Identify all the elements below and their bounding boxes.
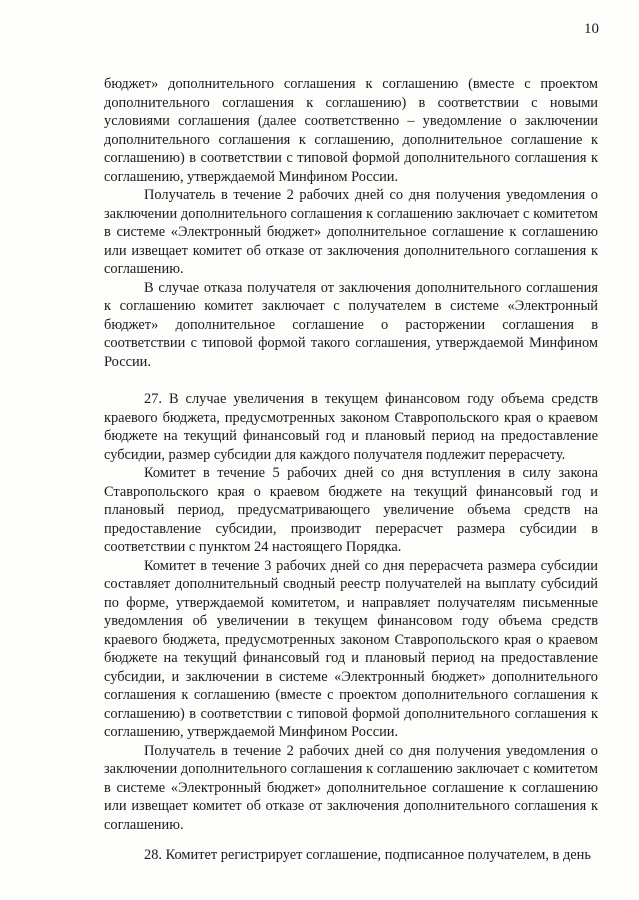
page-number: 10 [584,21,599,37]
paragraph: Комитет в течение 5 рабочих дней со дня вступления в силу закона Ставропольского края о краевом бюджете на текущий финансовый год и плановый период, предусматривающего увеличение объема средств на предоставление субсидии, производит перерасчет размера субсидии в соответствии с пунктом 24 настоящего Порядка. [104,465,598,555]
document-body [104,75,598,865]
paragraph-continuation: бюджет» дополнительного соглашения к соглашению (вместе с проектом дополнительного соглашения к соглашению) в соответствии с новыми условиями соглашения (далее соответственно – уведомление о заключении дополнительного соглашения к соглашению, дополнительное соглашение к соглашению) в соответствии с типовой формой дополнительного соглашения к соглашению, утверждаемой Минфином России. [104,76,598,185]
paragraph-spacer [104,834,598,846]
paragraph: Получатель в течение 2 рабочих дней со дня получения уведомления о заключении дополнительного соглашения к соглашению заключает с комитетом в системе «Электронный бюджет» дополнительное соглашение к соглашению или извещает комитет об отказе от заключения дополнительного соглашения к соглашению. [104,187,598,277]
paragraph: Получатель в течение 2 рабочих дней со дня получения уведомления о заключении дополнительного соглашения к соглашению заключает с комитетом в системе «Электронный бюджет» дополнительное соглашение к соглашению или извещает комитет об отказе от заключения дополнительного соглашения к соглашению. [104,742,598,833]
paragraph-clause-27: 27. В случае увеличения в текущем финансовом году объема средств краевого бюджета, предусмотренных законом Ставропольского края о краевом бюджете на текущий финансовый год и плановый период на предоставление субсидии, размер субсидии для каждого получателя подлежит перерасчету. [104,391,598,463]
paragraph: В случае отказа получателя от заключения дополнительного соглашения к соглашению комитет заключает с получателем в системе «Электронный бюджет» дополнительное соглашение о расторжении соглашения в соответствии с типовой формой такого соглашения, утверждаемой Минфином России. [104,279,598,370]
paragraph-spacer [104,371,598,390]
paragraph: Комитет в течение 3 рабочих дней со дня перерасчета размера субсидии составляет дополнительный сводный реестр получателей на выплату субсидий по форме, утверждаемой комитетом, и направляет получателям письменные уведомления об увеличении в текущем финансовом году объема средств краевого бюджета, предусмотренных законом Ставропольского края о краевом бюджете на текущий финансовый год и плановый период на предоставление субсидии, и заключении в системе «Электронный бюджет» дополнительного соглашения к соглашению (вместе с проектом дополнительного соглашения к соглашению) в соответствии с типовой формой дополнительного соглашения к соглашению, утверждаемой Минфином России. [104,557,598,740]
paragraph-clause-28: 28. Комитет регистрирует соглашение, подписанное получателем, в день [144,847,591,863]
